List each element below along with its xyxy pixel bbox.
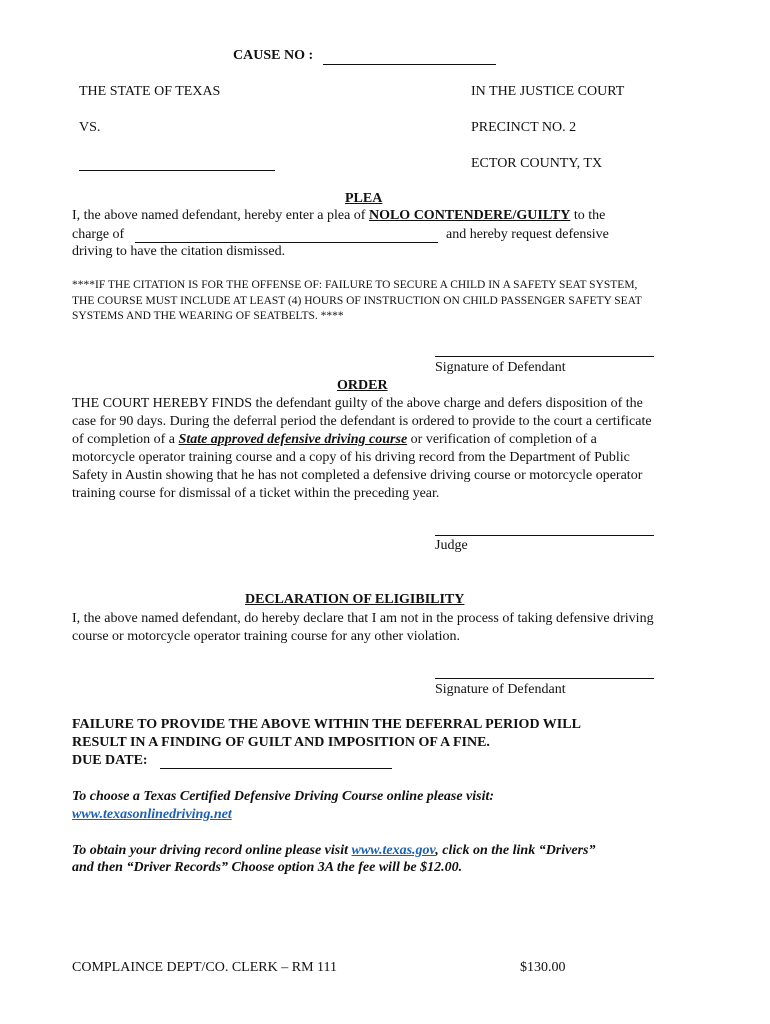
child-seat-notice: ****IF THE CITATION IS FOR THE OFFENSE OF: FAILURE TO SECURE A CHILD IN A SAFETY SEAT SYSTEM, THE COURSE MUST INCLUDE AT LEAST (4) HOURS OF INSTRUCTION ON CHILD PASSENGER SAFETY SEAT SYSTEMS AND THE WEARING OF SEATBELTS. **** (72, 279, 642, 322)
order-heading: ORDER (337, 378, 388, 393)
fee-amount: $130.00 (520, 960, 566, 975)
charge-label: charge of (72, 227, 125, 242)
approved-course-text: State approved defensive driving course (178, 432, 408, 447)
defendant-signature-label-2: Signature of Defendant (435, 682, 566, 697)
texas-gov-link[interactable]: www.texas.gov (351, 843, 436, 858)
due-date-field[interactable] (160, 768, 392, 769)
department-label: COMPLAINCE DEPT/CO. CLERK – RM 111 (72, 960, 337, 975)
charge-field[interactable] (135, 242, 438, 243)
record-info-line-1 (72, 843, 595, 859)
record-info-text-2: , click on the link “Drivers” (435, 843, 596, 858)
cause-number-field[interactable] (323, 64, 496, 65)
plea-type: NOLO CONTENDERE/GUILTY (368, 208, 571, 223)
warning-line-2: RESULT IN A FINDING OF GUILT AND IMPOSITION OF A FINE. (72, 735, 490, 750)
plea-dismiss-text: driving to have the citation dismissed. (72, 244, 286, 259)
order-text (72, 395, 662, 503)
plea-text-end: to the (570, 208, 606, 223)
plea-request-text: and hereby request defensive (446, 227, 609, 242)
course-info-text: To choose a Texas Certified Defensive Driving Course online please visit: (72, 789, 495, 804)
defendant-name-field[interactable] (79, 170, 275, 171)
plea-text: I, the above named defendant, hereby enter a plea of (72, 208, 369, 223)
plea-line-1 (72, 208, 605, 224)
plea-heading: PLEA (345, 191, 383, 206)
declaration-text: I, the above named defendant, do hereby declare that I am not in the process of taking defensive driving course or motorcycle operator training course for any other violation. (72, 611, 654, 644)
declaration-heading: DECLARATION OF ELIGIBILITY (245, 592, 465, 607)
judge-label: Judge (435, 538, 468, 553)
precinct-label: PRECINCT NO. 2 (471, 120, 577, 135)
course-link[interactable]: www.texasonlinedriving.net (72, 807, 232, 822)
defendant-signature-line-2[interactable] (435, 678, 654, 679)
defendant-signature-label-1: Signature of Defendant (435, 360, 566, 375)
defendant-signature-line-1[interactable] (435, 356, 654, 357)
state-label: THE STATE OF TEXAS (79, 84, 221, 99)
court-label: IN THE JUSTICE COURT (471, 84, 625, 99)
order-text-2: or verification of completion of a motorcycle operator training course and a copy of his driving record from the Department of Public Safety in Austin showing that he has not completed a defensive driving course or motorcycle operator training course for dismissal of a ticket within the preceding year. (72, 432, 643, 501)
judge-signature-line[interactable] (435, 535, 654, 536)
cause-number-label: CAUSE NO : (233, 48, 314, 63)
county-label: ECTOR COUNTY, TX (471, 156, 603, 171)
warning-line-1: FAILURE TO PROVIDE THE ABOVE WITHIN THE DEFERRAL PERIOD WILL (72, 717, 581, 732)
versus-label: VS. (79, 120, 101, 135)
order-text-1: THE COURT HEREBY FINDS the defendant guilty of the above charge and defers disposition of the case for 90 days. During the deferral period the defendant is ordered to provide to the court a certificate of completion of a (72, 396, 652, 447)
record-info-text-1: To obtain your driving record online please visit (72, 843, 352, 858)
due-date-label: DUE DATE: (72, 753, 148, 768)
record-info-line-2: and then “Driver Records” Choose option 3A the fee will be $12.00. (72, 860, 463, 875)
